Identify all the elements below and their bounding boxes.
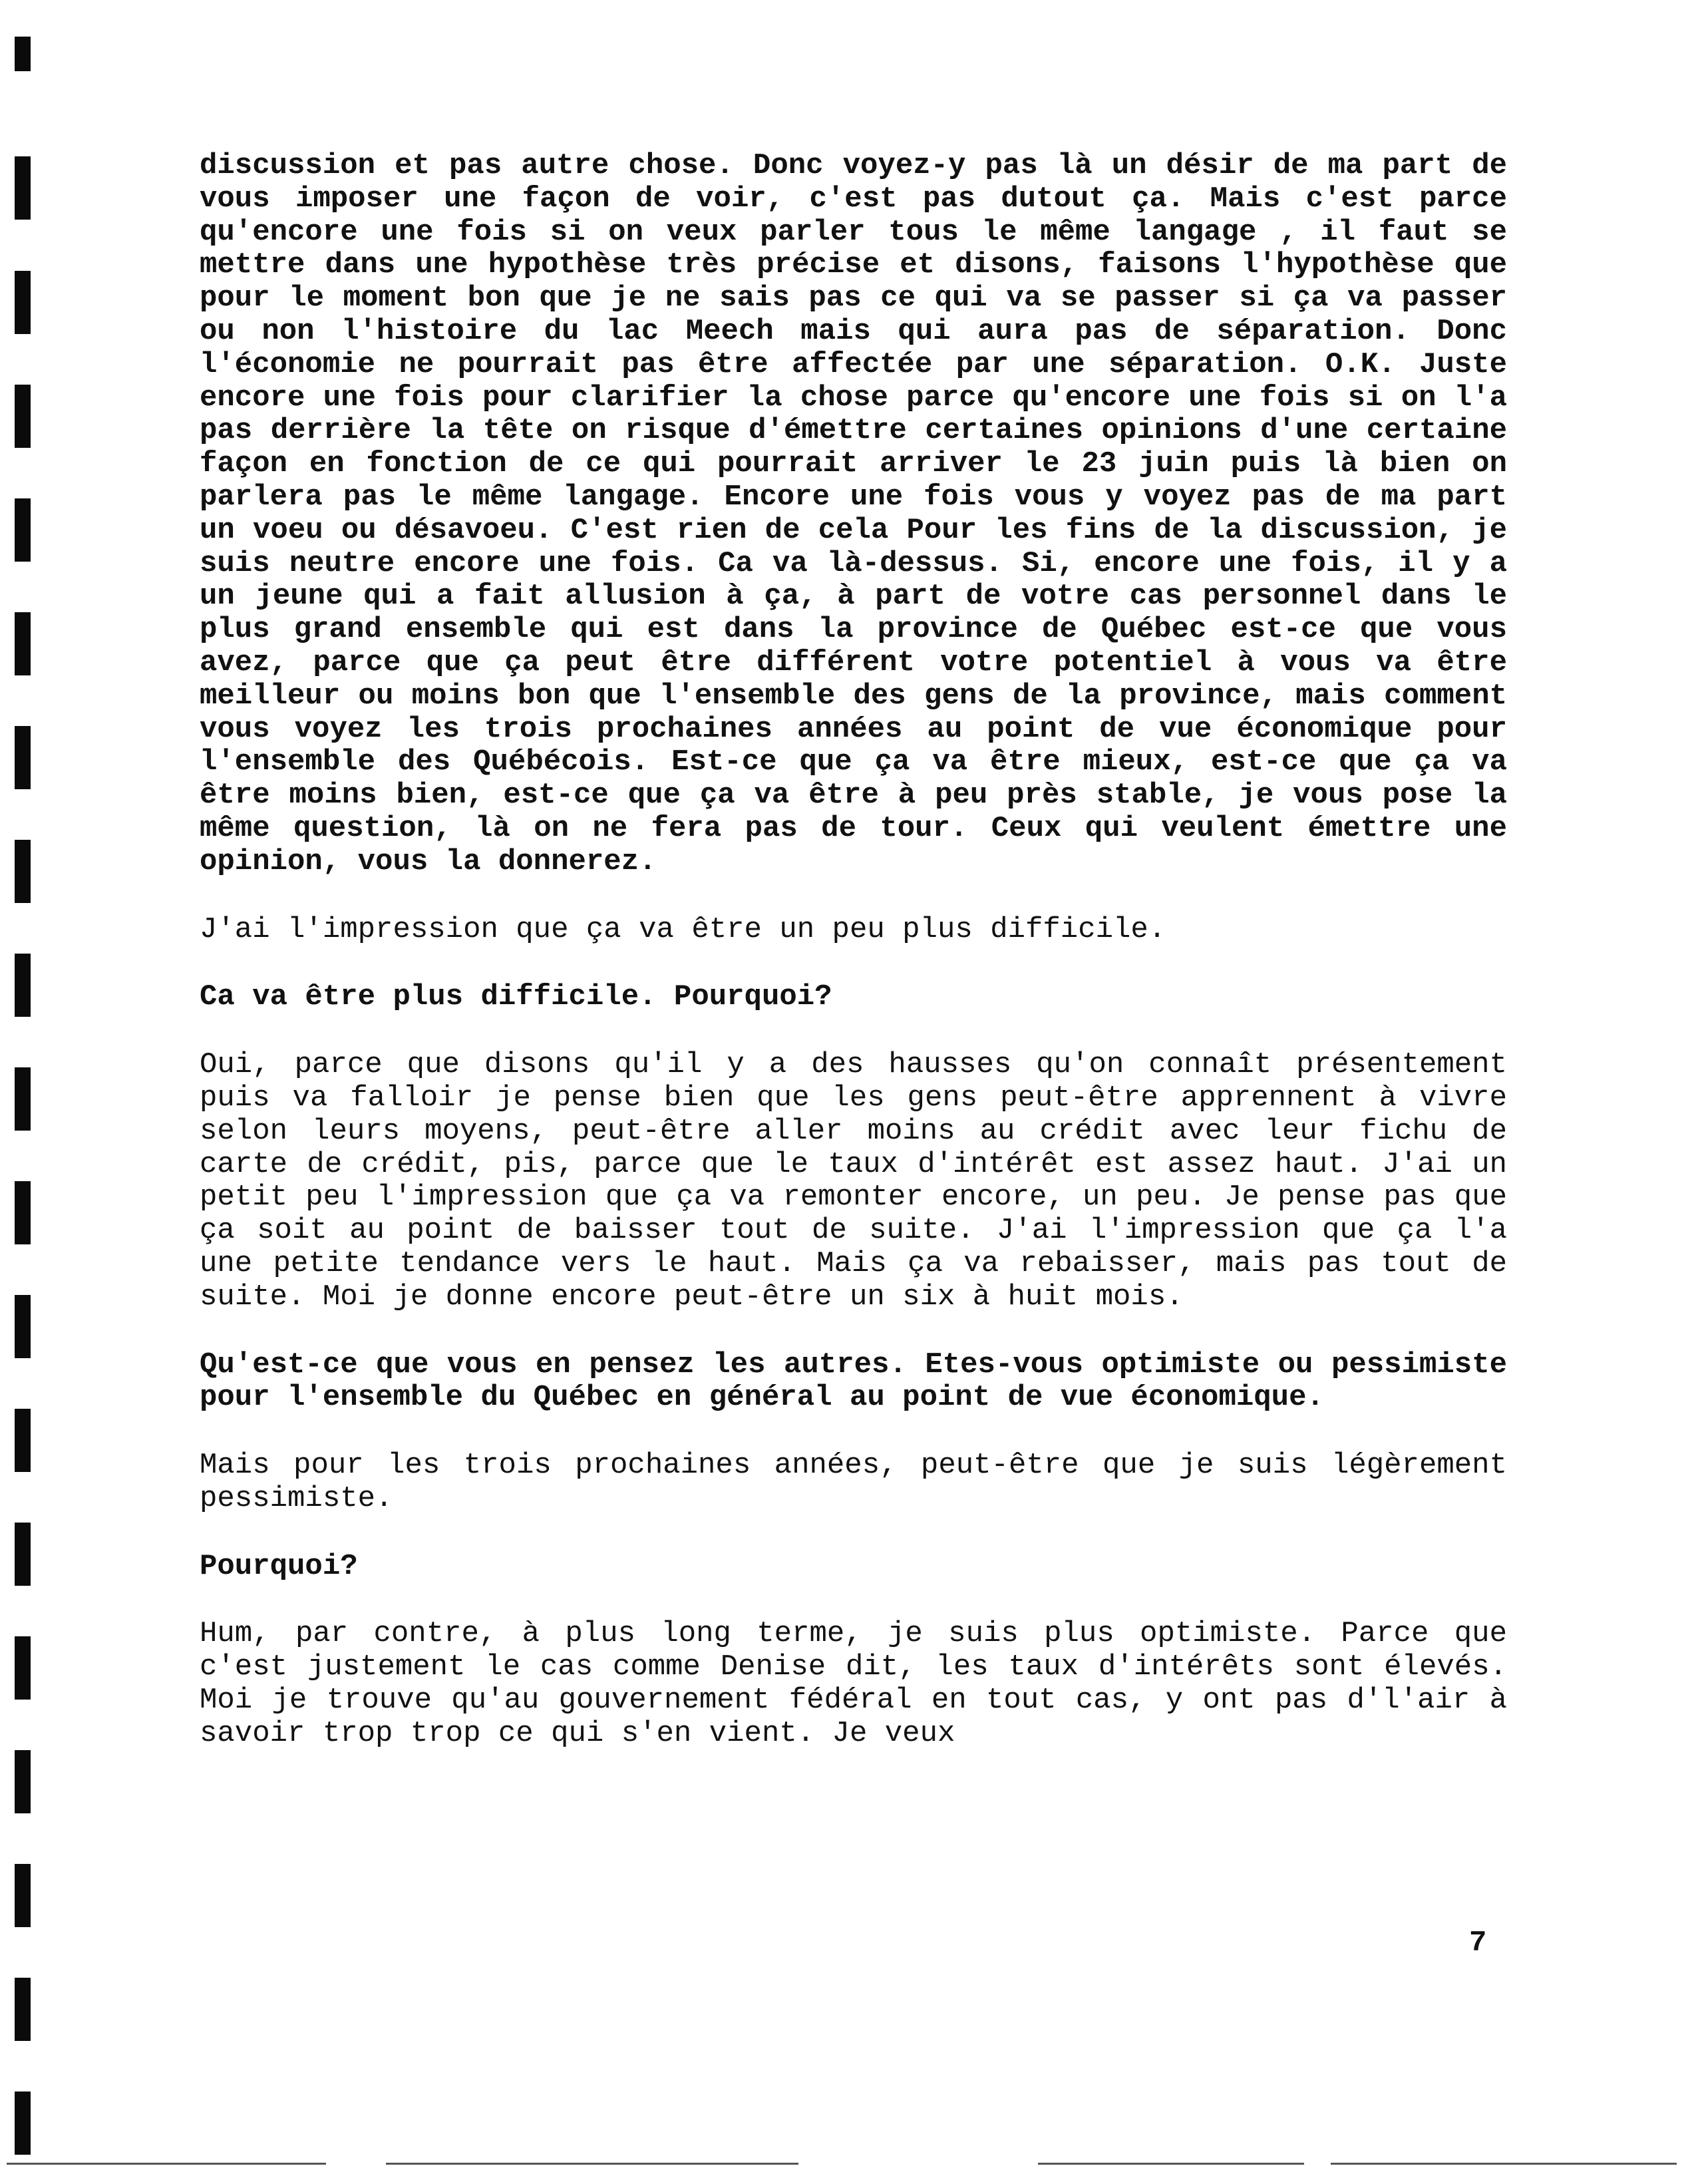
participant-paragraph: Oui, parce que disons qu'il y a des hausses qu'on connaît présentement puis va falloir je pense bien que les gens peut-être apprennent à vivre selon leurs moyens, peut-être aller moins au crédit avec leur fichu de carte de crédit, pis, parce que le taux d'intérêt est assez haut. J'ai un petit peu l'impression que ça va remonter encore, un peu. Je pense pas que ça soit au point de baisser tout de suite. J'ai l'impression que ça l'a une petite tendance vers le haut. Mais ça va rebaisser, mais pas tout de suite. Moi je donne encore peut-être un six à huit mois. <box>200 1048 1507 1314</box>
moderator-paragraph: Qu'est-ce que vous en pensez les autres. Etes-vous optimiste ou pessimiste pour l'ensemble du Québec en général au point de vue économique. <box>200 1348 1507 1415</box>
moderator-paragraph: Ca va être plus difficile. Pourquoi? <box>200 980 832 1014</box>
binding-mark <box>15 271 31 334</box>
binding-mark <box>15 385 31 448</box>
binding-mark <box>15 1067 31 1131</box>
binding-mark <box>15 1750 31 1813</box>
binding-mark <box>15 1409 31 1472</box>
participant-paragraph: J'ai l'impression que ça va être un peu plus difficile. <box>200 912 1166 946</box>
participant-paragraph: Hum, par contre, à plus long terme, je suis plus optimiste. Parce que c'est justement le cas comme Denise dit, les taux d'intérêts sont élevés. Moi je trouve qu'au gouvernement fédéral en tout cas, y ont pas d'l'air à savoir trop trop ce qui s'en vient. Je veux <box>200 1617 1507 1750</box>
page-number: 7 <box>1469 1926 1487 1960</box>
binding-mark <box>15 498 31 562</box>
bottom-scan-line <box>386 2163 798 2165</box>
binding-mark <box>15 954 31 1017</box>
binding-mark <box>15 2092 31 2155</box>
binding-mark <box>15 1636 31 1700</box>
bottom-scan-line <box>7 2163 326 2165</box>
moderator-paragraph: discussion et pas autre chose. Donc voyez-y pas là un désir de ma part de vous imposer une façon de voir, c'est pas dutout ça. Mais c'est parce qu'encore une fois si on veux parler tous le même langage , il faut se mettre dans une hypothèse très précise et disons, faisons l'hypothèse que pour le moment bon que je ne sais pas ce qui va se passer si ça va passer ou non l'histoire du lac Meech mais qui aura pas de séparation. Donc l'économie ne pourrait pas être affectée par une séparation. O.K. Juste encore une fois pour clarifier la chose parce qu'encore une fois si on l'a pas derrière la tête on risque d'émettre certaines opinions d'une certaine façon en fonction de ce qui pourrait arriver le 23 juin puis là bien on parlera pas le même langage. Encore une fois vous y voyez pas de ma part un voeu ou désavoeu. C'est rien de cela Pour les fins de la discussion, je suis neutre encore une fois. Ca va là-dessus. Si, encore une fois, il y a un jeune qui a fait allusion à ça, à part de votre cas personnel dans le plus grand ensemble qui est dans la province de Québec est-ce que vous avez, parce que ça peut être différent votre potentiel à vous va être meilleur ou moins bon que l'ensemble des gens de la province, mais comment vous voyez les trois prochaines années au point de vue économique pour l'ensemble des Québécois. Est-ce que ça va être mieux, est-ce que ça va être moins bien, est-ce que ça va être à peu près stable, je vous pose la même question, là on ne fera pas de tour. Ceux qui veulent émettre une opinion, vous la donnerez. <box>200 149 1507 878</box>
participant-paragraph: Mais pour les trois prochaines années, peut-être que je suis légèrement pessimiste. <box>200 1449 1507 1515</box>
binding-mark <box>15 726 31 789</box>
binding-mark <box>15 1978 31 2041</box>
binding-mark <box>15 1864 31 1927</box>
binding-margin-marks <box>15 37 32 2139</box>
bottom-scan-line <box>1038 2163 1304 2165</box>
binding-mark <box>15 1295 31 1358</box>
binding-mark <box>15 1523 31 1586</box>
binding-mark <box>15 612 31 675</box>
bottom-scan-line <box>1331 2163 1677 2165</box>
binding-mark <box>15 37 31 71</box>
binding-mark <box>15 156 31 220</box>
transcript-body <box>200 150 1507 1785</box>
binding-mark <box>15 840 31 903</box>
binding-mark <box>15 1181 31 1244</box>
moderator-paragraph: Pourquoi? <box>200 1549 358 1583</box>
